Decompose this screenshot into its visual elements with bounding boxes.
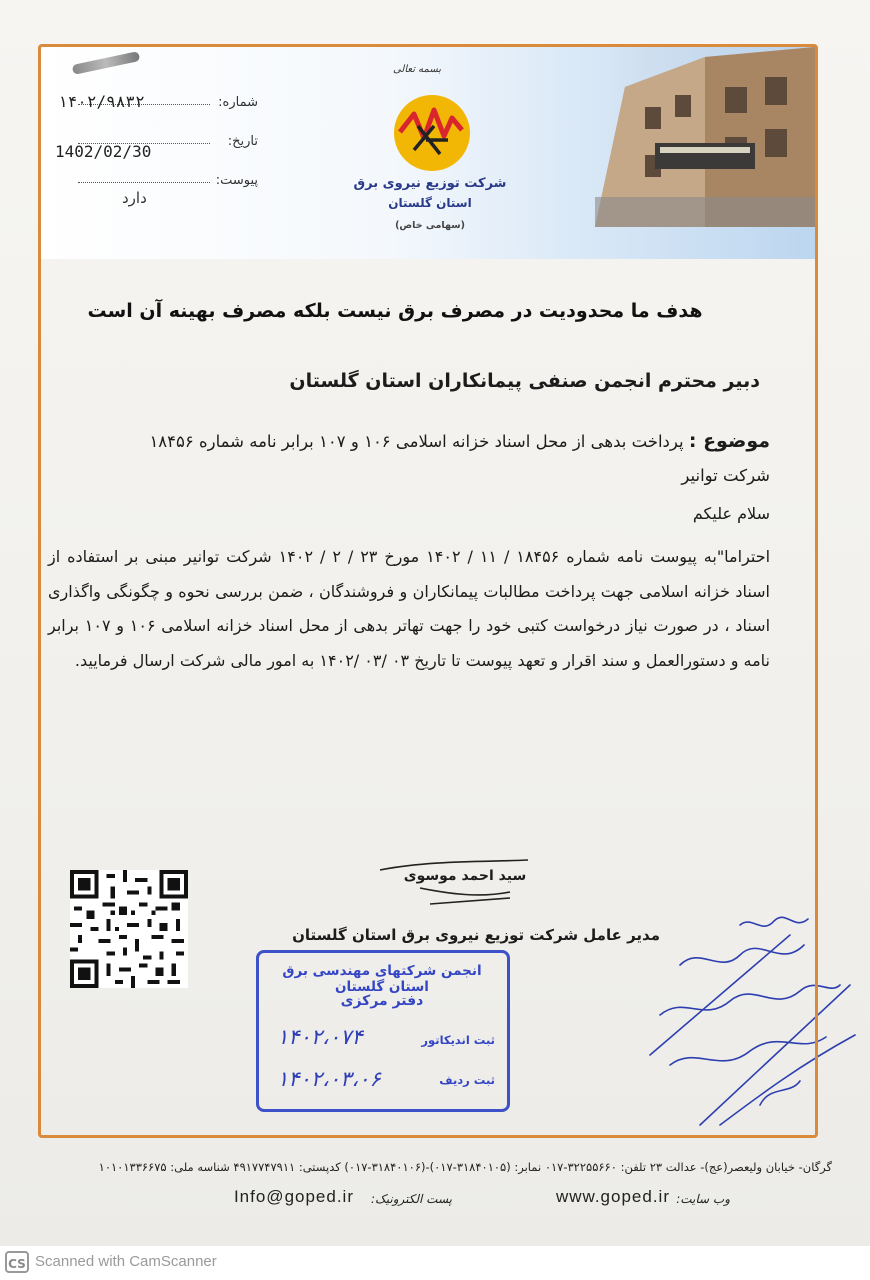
company-name: شرکت توزیع نیروی برق <box>353 176 507 191</box>
signer-title: مدیر عامل شرکت توزیع نیروی برق استان گلستان <box>292 926 660 944</box>
stamp-row-value: ۱۴۰۲،۰۳،۰۶ <box>277 1067 381 1091</box>
footer-address: گرگان- خیابان ولیعصر(عج)- عدالت ۲۳ تلفن: ۳۲۲۵۵۶۶۰-۰۱۷ نمابر: (۳۱۸۴۰۱۰۵-۰۱۷)-(۳۱۸۴۰۱۰۶-۰۱۷) کدپستی: ۴۹۱۷۷۴۷۹۱۱ شناسه ملی: ۱۰۱۰۱۳۳۶۶۷۵ <box>98 1160 832 1174</box>
subject-label: موضوع : <box>688 430 770 452</box>
stamp-office: دفتر مرکزی <box>340 993 424 1009</box>
stamp-org: انجمن شرکتهای مهندسی برق استان گلستان <box>282 963 482 995</box>
signer-name: سید احمد موسوی <box>403 868 527 884</box>
attachment-label: پیوست: <box>215 173 258 188</box>
date-label: تاریخ: <box>227 134 258 149</box>
scanner-watermark-bar <box>0 1246 870 1280</box>
greeting: سلام علیکم <box>692 504 770 523</box>
camscanner-logo-icon: CS <box>5 1251 29 1273</box>
footer-contacts <box>190 1186 730 1214</box>
number-value: ۱۴۰۲/۹۸۳۲ <box>58 92 145 111</box>
company-province: استان گلستان <box>388 196 472 210</box>
attachment-value: دارد <box>122 189 147 207</box>
email-link[interactable]: Info@goped.ir <box>233 1187 354 1206</box>
letter-body: احتراما"به پیوست نامه شماره ۱۸۴۵۶ / ۱۱ / ۱۴۰۲ مورخ ۲۳ / ۲ / ۱۴۰۲ شرکت توانیر مبنی بر استفاده از اسناد خزانه اسلامی جهت پرداخت مطالبات پیمانکاران و فروشندگان ، ضمن بررسی نحوه و چگونگی واگذاری اسناد ، در صورت نیاز درخواست کتبی خود را جهت تهاتر بدهی از محل اسناد خزانه اسلامی ۱۰۶ و ۱۰۷ برابر نامه و دستورالعمل و سند اقرار و تعهد پیوست تا تاریخ ۰۳ /۰۳ /۱۴۰۲ به امور مالی شرکت ارسال فرمایید. <box>48 547 771 670</box>
company-type: (سهامی خاص) <box>395 220 465 231</box>
website-label: وب سایت: <box>676 1192 730 1206</box>
subject-text: پرداخت بدهی از محل اسناد خزانه اسلامی ۱۰۶ و ۱۰۷ برابر نامه شماره ۱۸۴۵۶ شرکت توانیر <box>149 432 770 485</box>
stamp-indicator-label: ثبت اندیکاتور <box>421 1033 495 1047</box>
email-label: پست الکترونیک: <box>370 1192 452 1206</box>
stamp-indicator-value: ۱۴۰۲،۰۷۴ <box>277 1025 363 1049</box>
stamp-row-label: ثبت ردیف <box>439 1073 495 1087</box>
bismillah: بسمه تعالی <box>392 64 442 75</box>
date-value: 1402/02/30 <box>55 142 152 161</box>
slogan: هدف ما محدودیت در مصرف برق نیست بلکه مصرف بهینه آن است <box>87 300 703 322</box>
scanner-watermark-text: Scanned with CamScanner <box>35 1253 217 1270</box>
page-frame <box>38 44 818 1138</box>
addressee: دبیر محترم انجمن صنفی پیمانکاران استان گلستان <box>289 370 760 392</box>
number-label: شماره: <box>218 95 258 110</box>
website-link[interactable]: www.goped.ir <box>555 1187 670 1206</box>
